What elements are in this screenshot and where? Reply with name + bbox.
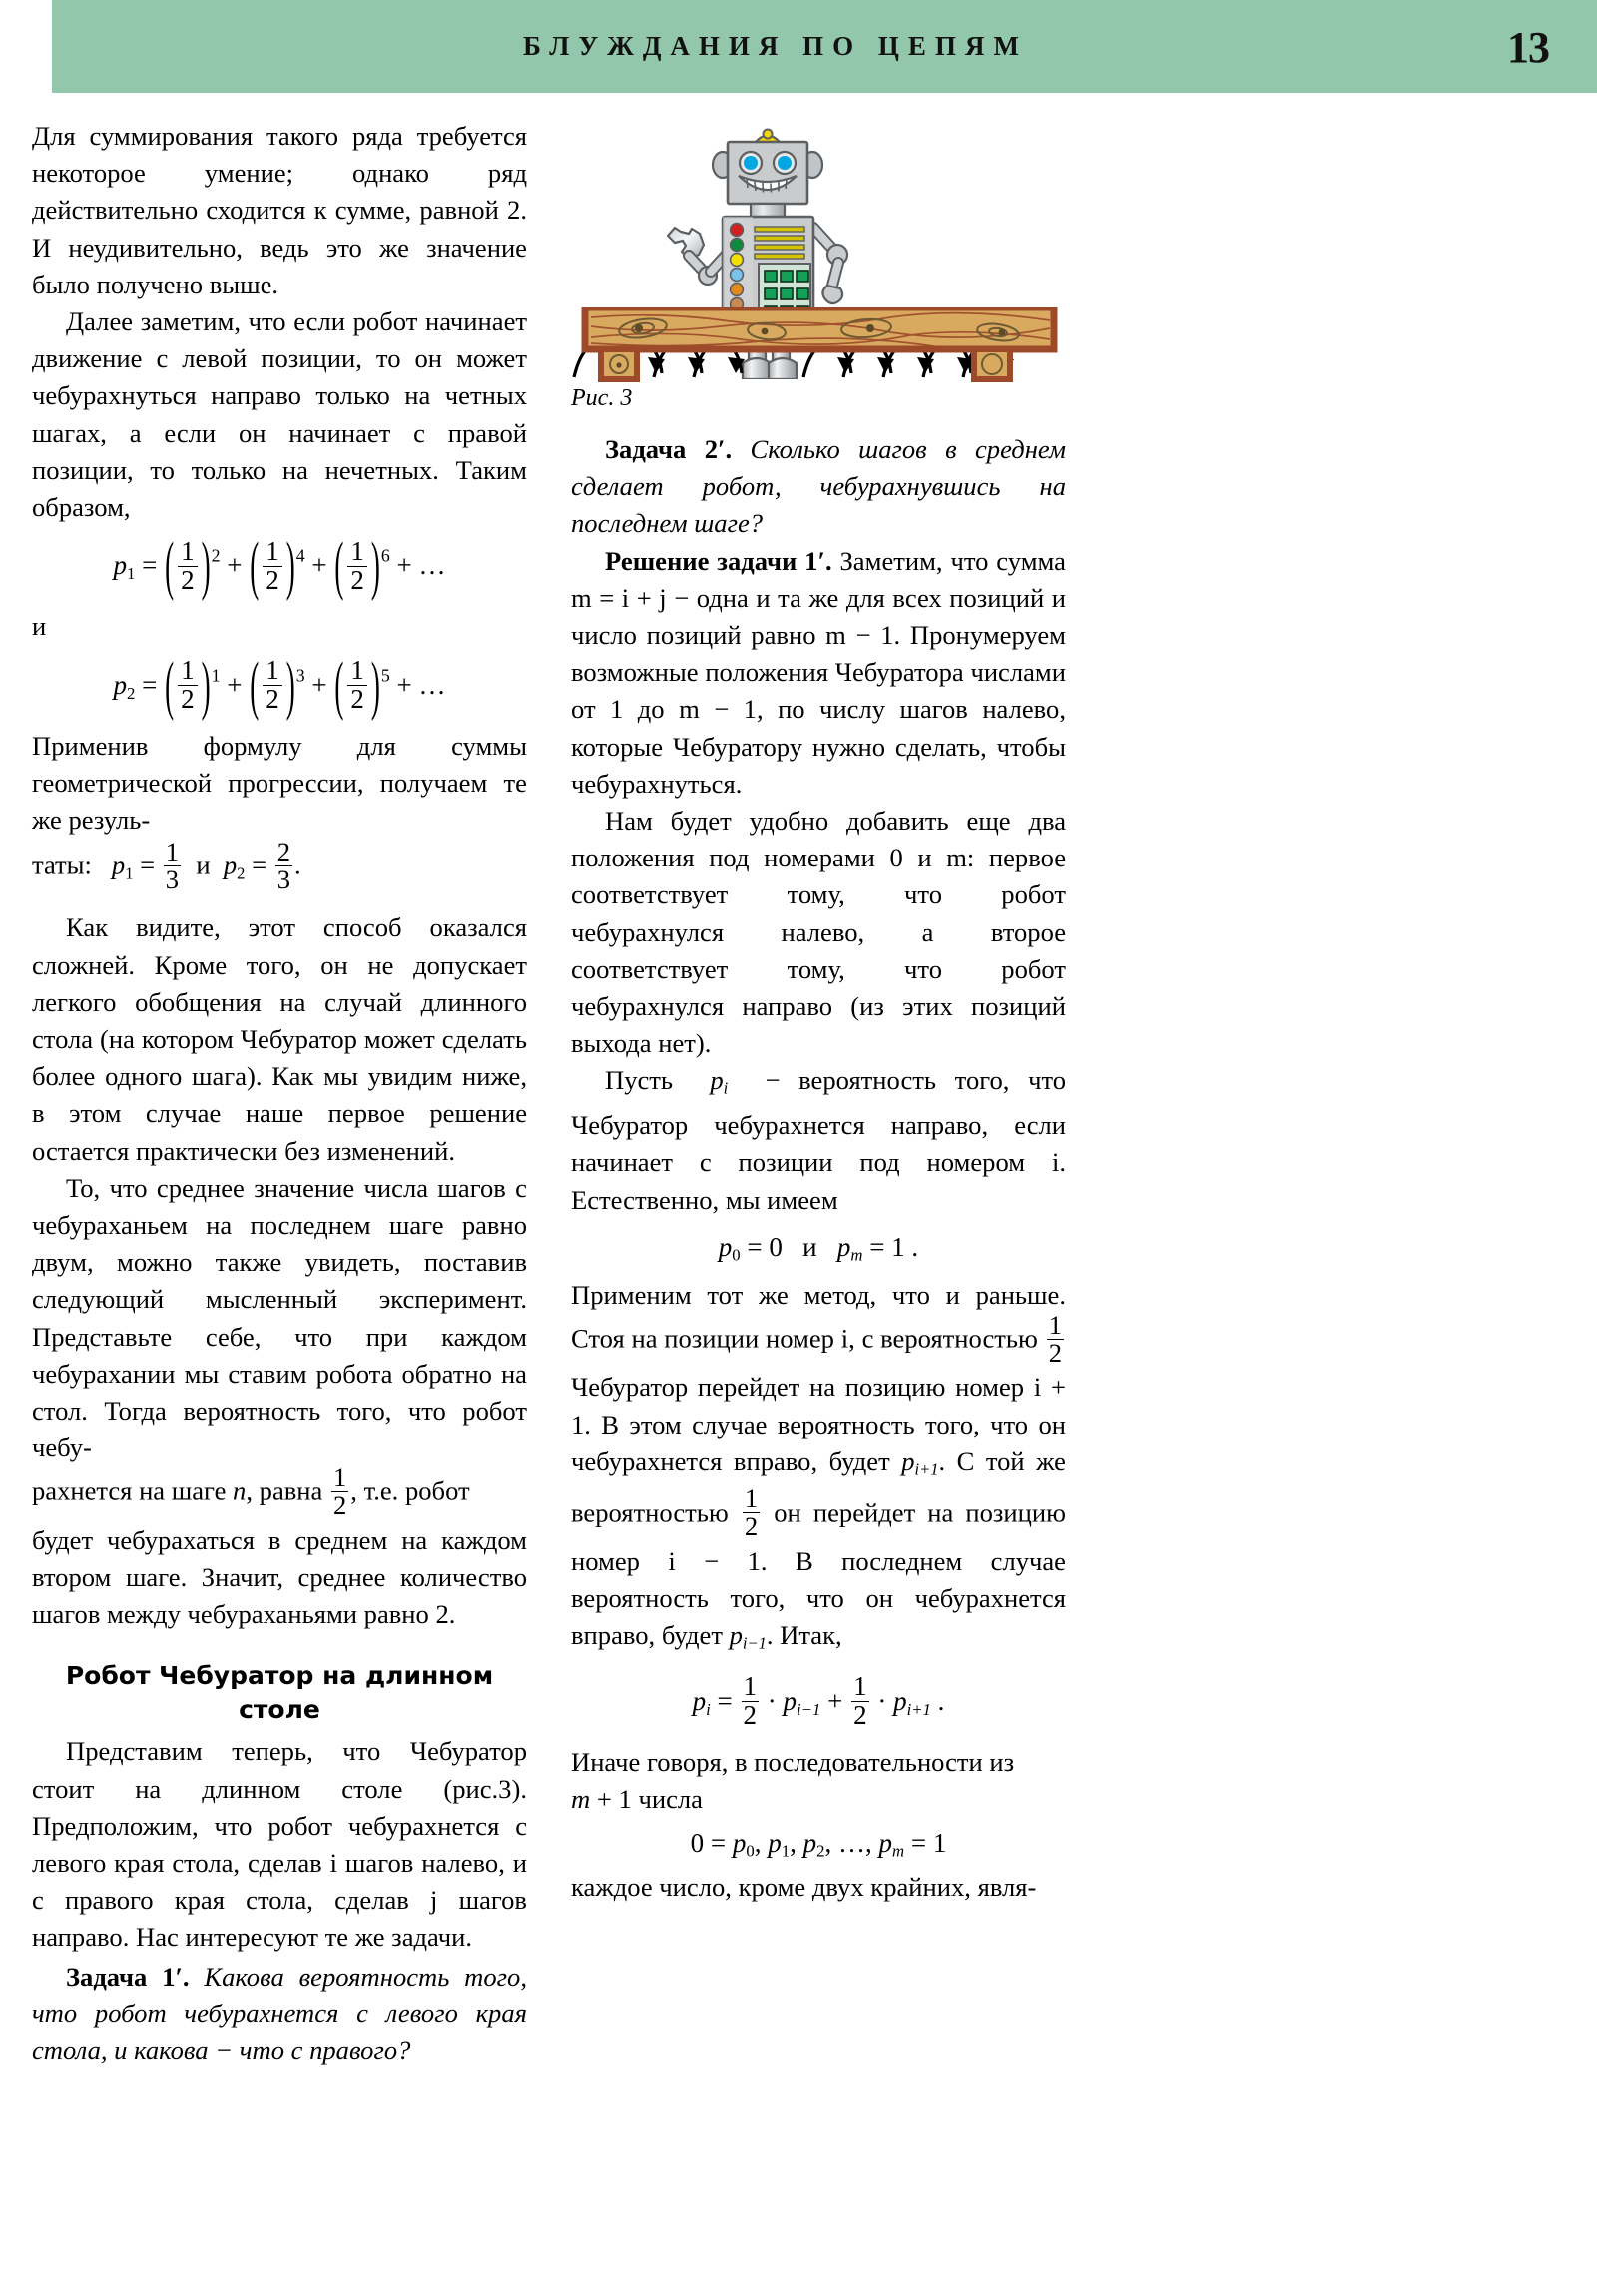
paragraph-3-results: таты: $p_1$ = $\frac{1}{3}$ и $p_2$ = $\frac{2}{3}$ .	[32, 836, 301, 894]
task-2-text: Сколько шагов в среднем сделает робот, чебурахнувшись на последнем шаге?	[571, 434, 1066, 539]
paragraph-6: Представим теперь, что Чебуратор стоит на длинном столе (рис.3). Предположим, что робот чебурахнется с левого края стола, сделав i шагов налево, и с правого края стола, сделав j шагов направо. Нас интересуют те же задачи.	[32, 1736, 527, 1953]
task-1-prime	[32, 1959, 527, 2070]
task-2-label: Задача 2′.	[605, 434, 733, 464]
results-period: .	[294, 850, 301, 880]
solution-1-text: Заметим, что сумма m = i + j − одна и та же для всех позиций и число позиций равно m − 1. Пронумеруем возможные положения Чебуратора числами от 1 до m − 1, по числу шагов налево, которые Чебуратору нужно сделать, чтобы чебурахнуться.	[571, 545, 1066, 799]
results-and: и	[196, 850, 211, 880]
task-1-label: Задача 1′.	[66, 1961, 190, 1992]
running-title: БЛУЖДАНИЯ ПО ЦЕПЯМ	[523, 31, 1028, 61]
paragraph-5b: рахнется на шаге n, равна $\frac{1}{2}$ , т.е. робот	[32, 1461, 470, 1520]
wooden-plank	[571, 307, 1070, 387]
p5b-text2: , равна	[246, 1476, 323, 1507]
paragraph-method: Применим тот же метод, что и раньше. Стоя на позиции номер i, с вероятностью $\frac{1}{2}$ Чебуратор перейдет на позицию номер i + 1. В этом случае вероятность того, что он чебурахнется вправо, будет $p_{i+1}$. С той же вероятностью $\frac{1}{2}$ он перейдет на позицию номер i − 1. В последнем случае вероятность того, что он чебурахнется вправо, будет $p_{i-1}$. Итак,	[571, 1279, 1066, 1653]
method-text-d: он перейдет на позицию номер i − 1. В последнем случае вероятность того, что он чебурахнется вправо, будет	[571, 1497, 1066, 1651]
paragraph-let-pi: Пусть $p_i$ − вероятность того, что Чебуратор чебурахнется направо, если начинает с позиции под номером i. Естественно, мы имеем	[571, 1065, 1067, 1215]
paragraph-two-extra-positions: Нам будет удобно добавить еще два положения под номерами 0 и m: первое соответствует тому, что робот чебурахнулся налево, а второе соответствует тому, что робот чебурахнулся направо (из этих позиций выхода нет).	[571, 806, 1066, 1059]
robot-head	[728, 142, 807, 204]
paragraph-otherwise: Иначе говоря, в последовательности из m + 1 числа	[571, 1747, 1015, 1815]
section-heading: Робот Чебуратор на длинном столе	[65, 1661, 494, 1725]
p5b-text3: , т.е. робот	[350, 1476, 470, 1507]
robot-right-arm	[813, 228, 847, 303]
conjunction-and: и	[32, 611, 47, 642]
otherwise-text-b: + 1 числа	[596, 1784, 703, 1815]
paragraph-3-intro: Применив формулу для суммы геометрической прогрессии, получаем те же резуль-	[32, 730, 527, 835]
equation-p2-series: $p_2$ = ( $\frac{1}{2}$ )$^1$ + ( $\frac{1}{2}$ )$^3$ + ( $\frac{1}{2}$ )$^5$ + …	[113, 647, 446, 722]
task-2-prime	[571, 431, 1066, 543]
page-number: 13	[1507, 23, 1549, 72]
task-1-text: Какова вероятность того, что робот чебурахнется с левого края стола, и какова − что с правого?	[32, 1961, 528, 2065]
equation-boundary-conditions: $p_0 = 0$ и $p_m = 1$ .	[718, 1231, 919, 1265]
p5b-text1: рахнется на шаге	[32, 1476, 227, 1507]
method-text-e: . Итак,	[766, 1620, 842, 1651]
method-text-a: Применим тот же метод, что и раньше. Стоя на позиции номер i, с вероятностью	[571, 1279, 1066, 1354]
let-rest: − вероятность того, что Чебуратор чебурахнется направо, если начинает с позиции под номером i. Естественно, мы имеем	[571, 1065, 1067, 1215]
paragraph-5c: будет чебурахаться в среднем на каждом втором шаге. Значит, среднее количество шагов между чебураханьями равно 2.	[32, 1524, 527, 1630]
let-prefix: Пусть	[605, 1065, 674, 1096]
otherwise-text-a: Иначе говоря, в последовательности из	[571, 1747, 1015, 1778]
equation-sequence: $0 = p_0$, $p_1$, $p_2$, …, $p_m = 1$	[690, 1827, 947, 1861]
paragraph-4: Как видите, этот способ оказался сложней. Кроме того, он не допускает легкого обобщения на случай длинного стола (на котором Чебуратор может сделать более одного шага). Как мы увидим ниже, в этом случае наше первое решение остается практически без изменений.	[32, 912, 527, 1166]
paragraph-tail: каждое число, кроме двух крайних, явля-	[571, 1871, 1037, 1902]
method-text-b: Чебуратор перейдет на позицию номер i + 1. В этом случае вероятность того, что он чебурахнется вправо, будет	[571, 1372, 1066, 1476]
figure-caption: Рис. 3	[571, 385, 633, 411]
results-label: таты:	[32, 850, 92, 880]
right-text-column	[571, 431, 1066, 1906]
page-header-banner	[52, 0, 1597, 93]
robot-cap	[756, 130, 780, 143]
method-text-c: . С той же вероятностью	[571, 1445, 1066, 1528]
equation-p1-series: $p_1$ = ( $\frac{1}{2}$ )$^2$ + ( $\frac{1}{2}$ )$^4$ + ( $\frac{1}{2}$ )$^6$ + …	[113, 528, 446, 603]
paragraph-2: Далее заметим, что если робот начинает движение с левой позиции, то он может чебурахнуться направо только на четных шагах, а если он начинает с правой позиции, то только на нечетных. Таким образом,	[32, 306, 527, 523]
equation-recurrence: $p_i$ = $\frac{1}{2}$ · $p_{i-1}$ + $\frac{1}{2}$ · $p_{i+1}$ .	[692, 1671, 945, 1730]
robot-neck	[751, 204, 785, 217]
solution-1	[571, 543, 1066, 803]
paragraph-5a: То, что среднее значение числа шагов с чебураханьем на последнем шаге равно двум, можно также увидеть, поставив следующий мысленный эксперимент. Представьте себе, что при каждом чебурахании мы ставим робота обратно на стол. Тогда вероятность того, что робот чебу-	[32, 1172, 527, 1463]
paragraph-1: Для суммирования такого ряда требуется некоторое умение; однако ряд действительно сходится к сумме, равной 2. И неудивительно, ведь это же значение было получено выше.	[32, 121, 527, 299]
solution-1-label: Решение задачи 1′.	[605, 545, 832, 576]
left-text-column	[32, 118, 527, 2069]
